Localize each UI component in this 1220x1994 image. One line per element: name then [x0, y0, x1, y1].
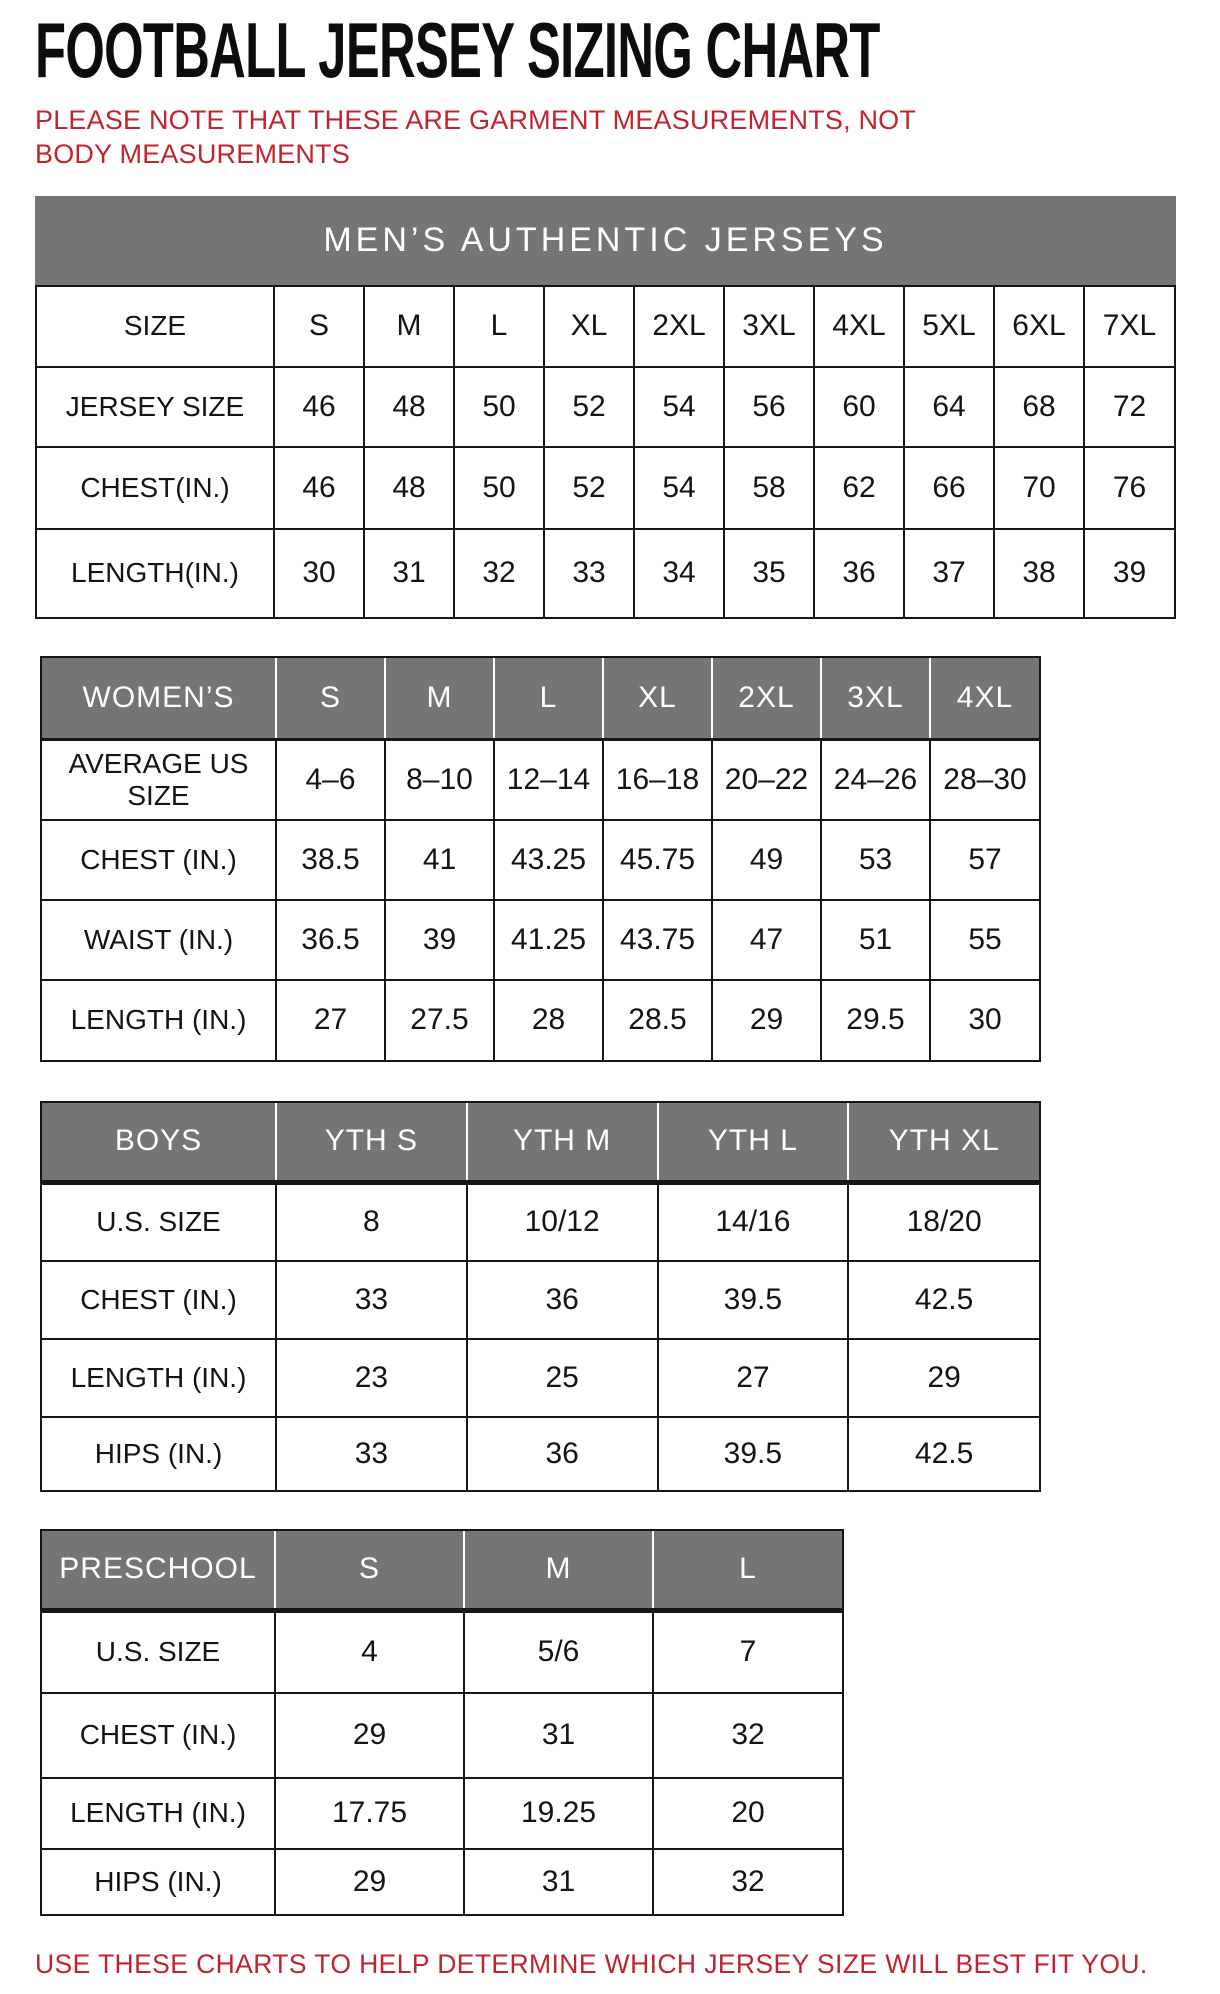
column-header: YTH L	[658, 1103, 849, 1183]
table-header-row	[42, 1103, 1039, 1183]
row-label: U.S. SIZE	[42, 1183, 276, 1261]
value-cell: 34	[634, 529, 724, 617]
table-row	[42, 980, 1039, 1060]
column-header: PRESCHOOL	[42, 1531, 275, 1611]
value-cell: 36.5	[276, 900, 385, 980]
value-cell: 42.5	[848, 1261, 1039, 1339]
value-cell: 39.5	[658, 1261, 849, 1339]
womens-table-frame	[40, 656, 1041, 1062]
value-cell: 57	[930, 820, 1039, 900]
value-cell: 31	[364, 529, 454, 617]
value-cell: 16–18	[603, 740, 712, 820]
value-cell: 37	[904, 529, 994, 617]
value-cell: 51	[821, 900, 930, 980]
table-row	[42, 820, 1039, 900]
row-label: LENGTH (IN.)	[42, 980, 276, 1060]
row-label: CHEST (IN.)	[42, 820, 276, 900]
value-cell: 45.75	[603, 820, 712, 900]
table-row	[42, 740, 1039, 820]
table-row	[42, 900, 1039, 980]
value-cell: 46	[274, 447, 364, 529]
value-cell: 47	[712, 900, 821, 980]
column-header: M	[385, 658, 494, 740]
value-cell: 12–14	[494, 740, 603, 820]
value-cell: 29	[275, 1849, 464, 1914]
value-cell: 39.5	[658, 1417, 849, 1490]
value-cell: 32	[454, 529, 544, 617]
value-cell: 30	[274, 529, 364, 617]
column-header: M	[464, 1531, 653, 1611]
value-cell: 5/6	[464, 1611, 653, 1693]
row-label: SIZE	[37, 287, 274, 367]
row-label: HIPS (IN.)	[42, 1849, 275, 1914]
value-cell: 8–10	[385, 740, 494, 820]
value-cell: 23	[276, 1339, 467, 1417]
value-cell: 28–30	[930, 740, 1039, 820]
value-cell: 28.5	[603, 980, 712, 1060]
value-cell: 64	[904, 367, 994, 447]
table-row	[42, 1183, 1039, 1261]
column-header: XL	[603, 658, 712, 740]
value-cell: 19.25	[464, 1778, 653, 1849]
row-label: U.S. SIZE	[42, 1611, 275, 1693]
value-cell: 35	[724, 529, 814, 617]
value-cell: 29	[275, 1693, 464, 1778]
value-cell: 48	[364, 367, 454, 447]
table-row	[37, 287, 1174, 367]
size-cell: 5XL	[904, 287, 994, 367]
value-cell: 36	[467, 1261, 658, 1339]
table-row	[42, 1693, 842, 1778]
garment-note: PLEASE NOTE THAT THESE ARE GARMENT MEASUREMENTS, NOT BODY MEASUREMENTS	[35, 105, 916, 169]
value-cell: 42.5	[848, 1417, 1039, 1490]
boys-table-frame	[40, 1101, 1041, 1492]
value-cell: 58	[724, 447, 814, 529]
value-cell: 55	[930, 900, 1039, 980]
value-cell: 76	[1084, 447, 1174, 529]
value-cell: 43.25	[494, 820, 603, 900]
value-cell: 70	[994, 447, 1084, 529]
value-cell: 56	[724, 367, 814, 447]
value-cell: 25	[467, 1339, 658, 1417]
value-cell: 31	[464, 1849, 653, 1914]
size-cell: 7XL	[1084, 287, 1174, 367]
size-cell: 6XL	[994, 287, 1084, 367]
value-cell: 52	[544, 447, 634, 529]
row-label: JERSEY SIZE	[37, 367, 274, 447]
size-cell: 2XL	[634, 287, 724, 367]
row-label: CHEST (IN.)	[42, 1261, 276, 1339]
value-cell: 39	[1084, 529, 1174, 617]
value-cell: 54	[634, 447, 724, 529]
footer-note: USE THESE CHARTS TO HELP DETERMINE WHICH JERSEY SIZE WILL BEST FIT YOU.	[35, 1948, 1148, 1979]
value-cell: 33	[276, 1417, 467, 1490]
mens-table	[37, 287, 1174, 617]
value-cell: 17.75	[275, 1778, 464, 1849]
value-cell: 49	[712, 820, 821, 900]
value-cell: 24–26	[821, 740, 930, 820]
value-cell: 20	[653, 1778, 842, 1849]
row-label: LENGTH (IN.)	[42, 1339, 276, 1417]
value-cell: 54	[634, 367, 724, 447]
table-row	[42, 1339, 1039, 1417]
womens-table	[42, 658, 1039, 1060]
table-row	[42, 1849, 842, 1914]
value-cell: 43.75	[603, 900, 712, 980]
table-row	[42, 1778, 842, 1849]
value-cell: 20–22	[712, 740, 821, 820]
table-row	[37, 529, 1174, 617]
column-header: L	[653, 1531, 842, 1611]
value-cell: 53	[821, 820, 930, 900]
value-cell: 4	[275, 1611, 464, 1693]
size-cell: XL	[544, 287, 634, 367]
size-cell: L	[454, 287, 544, 367]
column-header: YTH M	[467, 1103, 658, 1183]
value-cell: 62	[814, 447, 904, 529]
value-cell: 41.25	[494, 900, 603, 980]
size-cell: M	[364, 287, 454, 367]
value-cell: 27	[276, 980, 385, 1060]
column-header: S	[275, 1531, 464, 1611]
column-header: S	[276, 658, 385, 740]
value-cell: 32	[653, 1849, 842, 1914]
table-row	[42, 1611, 842, 1693]
value-cell: 32	[653, 1693, 842, 1778]
value-cell: 66	[904, 447, 994, 529]
column-header: BOYS	[42, 1103, 276, 1183]
boys-table	[42, 1103, 1039, 1490]
column-header: L	[494, 658, 603, 740]
column-header: 2XL	[712, 658, 821, 740]
page-title-text: FOOTBALL JERSEY SIZING CHART	[35, 6, 880, 94]
value-cell: 50	[454, 447, 544, 529]
value-cell: 50	[454, 367, 544, 447]
value-cell: 7	[653, 1611, 842, 1693]
page-title	[35, 6, 1220, 94]
value-cell: 18/20	[848, 1183, 1039, 1261]
value-cell: 31	[464, 1693, 653, 1778]
column-header: 3XL	[821, 658, 930, 740]
value-cell: 30	[930, 980, 1039, 1060]
column-header: 4XL	[930, 658, 1039, 740]
value-cell: 29	[848, 1339, 1039, 1417]
row-label: LENGTH(IN.)	[37, 529, 274, 617]
value-cell: 33	[544, 529, 634, 617]
value-cell: 27.5	[385, 980, 494, 1060]
value-cell: 29	[712, 980, 821, 1060]
table-row	[37, 367, 1174, 447]
value-cell: 27	[658, 1339, 849, 1417]
value-cell: 38	[994, 529, 1084, 617]
value-cell: 60	[814, 367, 904, 447]
value-cell: 36	[467, 1417, 658, 1490]
value-cell: 10/12	[467, 1183, 658, 1261]
value-cell: 48	[364, 447, 454, 529]
value-cell: 4–6	[276, 740, 385, 820]
column-header: YTH XL	[848, 1103, 1039, 1183]
row-label: CHEST(IN.)	[37, 447, 274, 529]
value-cell: 38.5	[276, 820, 385, 900]
preschool-table	[42, 1531, 842, 1914]
value-cell: 33	[276, 1261, 467, 1339]
size-cell: S	[274, 287, 364, 367]
table-row	[42, 1261, 1039, 1339]
row-label: AVERAGE US SIZE	[42, 740, 276, 820]
row-label: CHEST (IN.)	[42, 1693, 275, 1778]
table-row	[42, 1417, 1039, 1490]
value-cell: 46	[274, 367, 364, 447]
value-cell: 8	[276, 1183, 467, 1261]
value-cell: 29.5	[821, 980, 930, 1060]
value-cell: 72	[1084, 367, 1174, 447]
value-cell: 39	[385, 900, 494, 980]
value-cell: 28	[494, 980, 603, 1060]
row-label: LENGTH (IN.)	[42, 1778, 275, 1849]
mens-banner: MEN’S AUTHENTIC JERSEYS	[35, 196, 1176, 285]
value-cell: 36	[814, 529, 904, 617]
preschool-table-frame	[40, 1529, 844, 1916]
size-cell: 4XL	[814, 287, 904, 367]
table-header-row	[42, 1531, 842, 1611]
row-label: HIPS (IN.)	[42, 1417, 276, 1490]
value-cell: 14/16	[658, 1183, 849, 1261]
mens-table-frame	[35, 285, 1176, 619]
table-row	[37, 447, 1174, 529]
value-cell: 68	[994, 367, 1084, 447]
value-cell: 41	[385, 820, 494, 900]
value-cell: 52	[544, 367, 634, 447]
row-label: WAIST (IN.)	[42, 900, 276, 980]
table-header-row	[42, 658, 1039, 740]
size-cell: 3XL	[724, 287, 814, 367]
column-header: WOMEN’S	[42, 658, 276, 740]
column-header: YTH S	[276, 1103, 467, 1183]
